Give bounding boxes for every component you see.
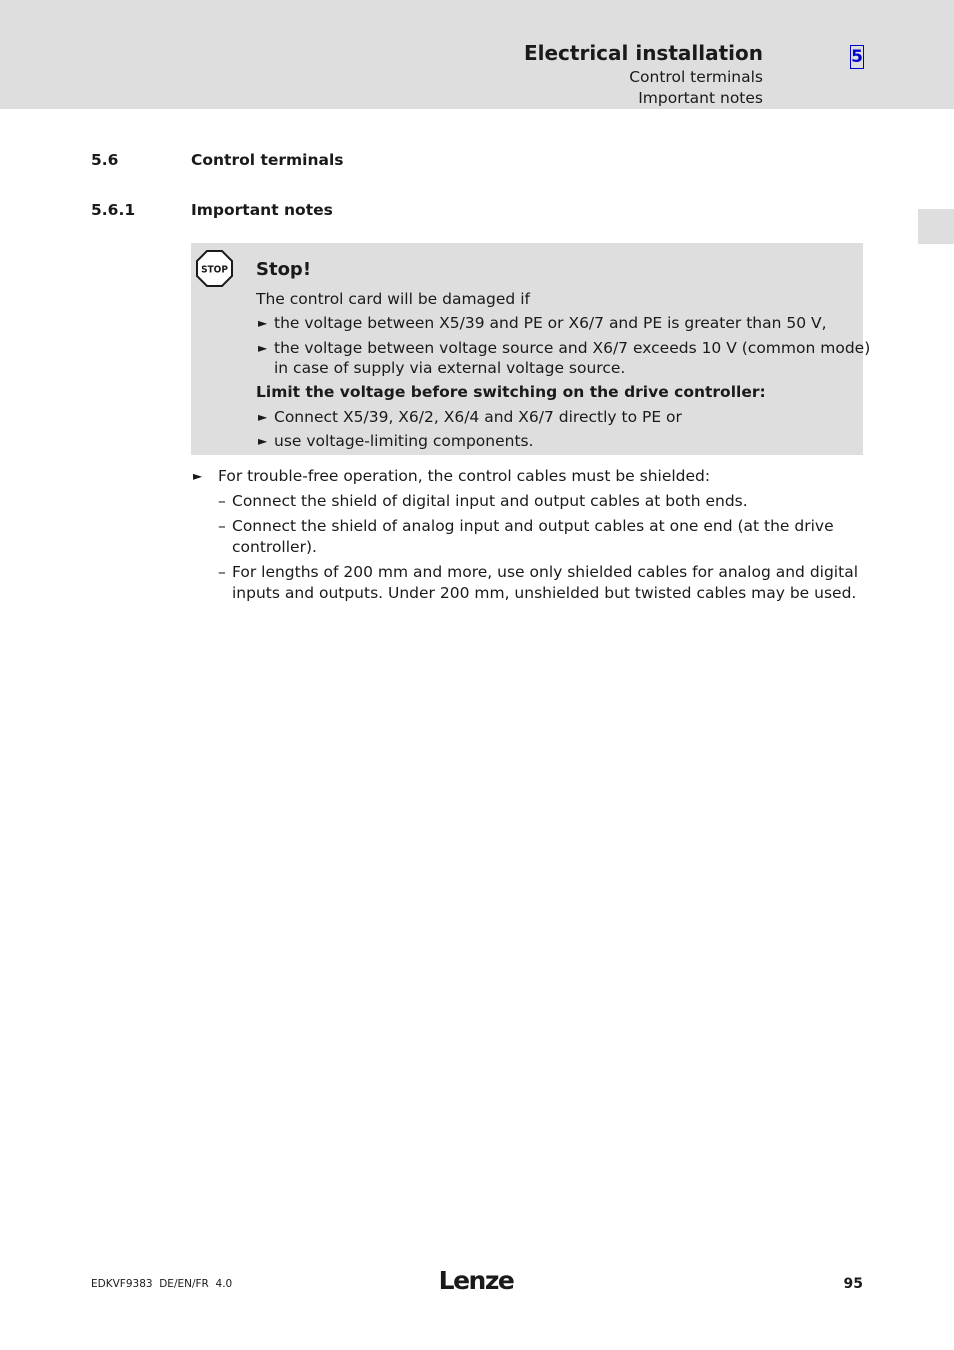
section-title: Control terminals (191, 151, 344, 169)
bullet-arrow-icon: ► (193, 469, 203, 483)
section-number: 5.6 (91, 151, 119, 169)
stop-action-2: use voltage-limiting components. (274, 432, 534, 450)
body-item-2: Connect the shield of analog input and output cables at one end (at the drive (232, 517, 834, 535)
stop-sign-icon (196, 250, 233, 287)
stop-condition-2: the voltage between voltage source and X6/7 exceeds 10 V (common mode) (274, 339, 871, 357)
stop-action-1: Connect X5/39, X6/2, X6/4 and X6/7 directly to PE or (274, 408, 682, 426)
bullet-arrow-icon: ► (258, 341, 268, 355)
dash-bullet: – (218, 517, 226, 535)
dash-bullet: – (218, 563, 226, 581)
footer-doc-id: EDKVF9383 DE/EN/FR 4.0 (91, 1278, 233, 1290)
side-tab-marker (918, 209, 954, 244)
stop-intro: The control card will be damaged if (256, 290, 530, 308)
body-intro: For trouble-free operation, the control cables must be shielded: (218, 467, 711, 485)
stop-heading: Stop! (256, 259, 312, 280)
bullet-arrow-icon: ► (258, 410, 268, 424)
header-subtitle-2: Important notes (638, 89, 763, 107)
body-item-1: Connect the shield of digital input and output cables at both ends. (232, 492, 748, 510)
bullet-arrow-icon: ► (258, 316, 268, 330)
page-number: 95 (843, 1276, 863, 1292)
header-subtitle-1: Control terminals (629, 68, 763, 86)
body-item-3-cont: inputs and outputs. Under 200 mm, unshielded but twisted cables may be used. (232, 584, 857, 602)
stop-condition-2-cont: in case of supply via external voltage source. (274, 359, 626, 377)
stop-condition-1: the voltage between X5/39 and PE or X6/7 and PE is greater than 50 V, (274, 314, 827, 332)
header-title: Electrical installation (523, 41, 763, 65)
chapter-number-link[interactable]: 5 (851, 47, 863, 67)
lenze-logo (436, 1266, 516, 1294)
body-item-2-cont: controller). (232, 538, 317, 556)
stop-sign-text: STOP (201, 264, 228, 276)
subsection-title: Important notes (191, 201, 333, 219)
bullet-arrow-icon: ► (258, 434, 268, 448)
body-item-3: For lengths of 200 mm and more, use only shielded cables for analog and digital (232, 563, 858, 581)
subsection-number: 5.6.1 (91, 201, 136, 219)
stop-instruction: Limit the voltage before switching on the drive controller: (256, 383, 766, 401)
header-band (0, 0, 954, 109)
lenze-logo-text: Lenze (438, 1266, 514, 1294)
dash-bullet: – (218, 492, 226, 510)
